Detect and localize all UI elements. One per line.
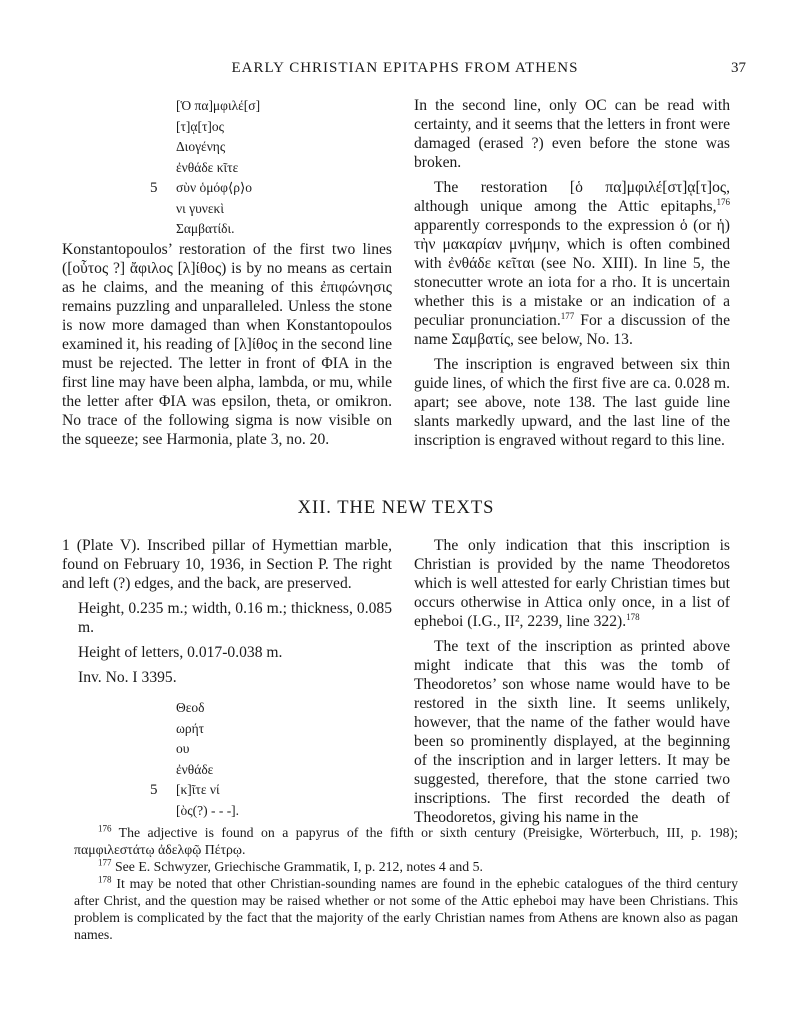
paragraph: The inscription is engraved between six thin guide lines, of which the first five are ca. 0.028 m. apart; see above, note 138. The last guide line slants markedly upward, and the last line of the inscription is engraved without regard to this line. xyxy=(414,356,730,449)
inscription-line: Διογένης xyxy=(176,139,226,154)
section-title: XII. THE NEW TEXTS xyxy=(297,498,495,518)
inscription-line: ωρήτ xyxy=(176,720,205,736)
entry-inventory: Inv. No. I 3395. xyxy=(78,669,177,686)
footnote-ref[interactable]: 178 xyxy=(626,611,640,622)
inscription-line: ἐνθάδε xyxy=(176,761,214,777)
commentary-right xyxy=(414,96,730,456)
paragraph: The text of the inscription as printed above might indicate that this was the tomb of Theodoretos’ son whose name would have to be restored in the sixth line. It seems unlikely, however, that the name of the father would have been so prominently displayed, at the beginning of the inscription and in larger letters. It may be suggested, therefore, that the stone carried two inscriptions. The first recorded the death of Theodoretos, giving his name in the xyxy=(414,638,730,826)
paragraph: Konstantopoulos’ restoration of the first two lines ([οὗτος ?] ἄφιλος [λ]ίθος) is by no means as certain as he claims, and the meaning of this ἐπιφώνησις remains puzzling and unparalleled. Unless the stone is now more damaged than when Konstantopoulos examined it, his reading of [λ]ίθος in the second line must be rejected. The letter in front of ΦΙΑ in the first line may have been alpha, lambda, or mu, while the letter after ΦΙΑ was epsilon, theta, or omikron. No trace of the following sigma is now visible on the squeeze; see Harmonia, plate 3, no. 20. xyxy=(62,241,392,448)
inscription-line: νι γυνεκὶ xyxy=(176,200,224,216)
footnote: $^{176}$ The adjective is found on a papyrus of the fifth or sixth century (Preisigke, Wörterbuch, III, p. 198); παμφιλεστάτῳ ἀδελφῷ Πέτρῳ. xyxy=(74,823,738,857)
footnote: $^{178}$ It may be noted that other Christian-sounding names are found in the ephebic catalogues of the third century after Christ, and the question may be raised whether or not some of the Attic epheboi may have been Christians. This problem is complicated by the fact that the majority of the early Christian names from Athens are known also as pagan names. xyxy=(74,874,738,942)
inscription-line: 5 [κ]ῖτε νί xyxy=(150,782,220,798)
entry-letter-height: Height of letters, 0.017-0.038 m. xyxy=(78,644,283,661)
entry-intro: 1 (Plate V). Inscribed pillar of Hymettian marble, found on February 10, 1936, in Section P. The right and left (?) edges, and the back, are preserved. xyxy=(62,537,392,592)
inscription-line: [ὸς(?) - - -]. xyxy=(176,802,240,818)
page-number: 37 xyxy=(731,60,746,76)
inscription-line: [τ]ᾳ[τ]ος xyxy=(176,118,225,134)
inscription-line: 5 σὺν ὁμόφ⟨ρ⟩ο xyxy=(150,180,252,196)
inscription-line: [Ὁ πα]μφιλέ[σ] xyxy=(176,98,261,113)
inscription-line: ου xyxy=(176,741,190,756)
inscription-line: Σαμβατίδι. xyxy=(176,221,235,236)
entry-commentary xyxy=(414,536,730,833)
paragraph: The restoration [ὁ πα]μφιλέ[στ]ᾳ[τ]ος, although unique among the Attic epitaphs,$^{176}$ apparently corresponds to the expression ὁ (or ἡ) τὴν μακαρίαν μνήμην, which is often combined with ἐνθάδε κεῖται (see No. XIII). In line 5, the stonecutter wrote an iota for a rho. It is uncertain whether this is a mistake or an indication of a peculiar pronunciation.$^{177}$ For a discussion of the name Σαμβατίς, see below, No. 13. xyxy=(414,179,730,348)
inscription-block-1 xyxy=(150,96,376,240)
footnote-ref[interactable]: 177 xyxy=(560,310,575,321)
inscription-block-2 xyxy=(150,698,376,821)
entry-dimensions: Height, 0.235 m.; width, 0.16 m.; thickness, 0.085 m. xyxy=(78,600,392,636)
commentary-left xyxy=(62,240,392,455)
inscription-line: Θεοδ xyxy=(176,700,205,715)
paragraph: In the second line, only OC can be read with certainty, and it seems that the letters in front were damaged (erased ?) even before the stone was broken. xyxy=(414,97,730,171)
paragraph: The only indication that this inscription is Christian is provided by the name Theodoretos which is well attested for early Christian times but occurs otherwise in Attica only once, in a list of epheboi (I.G., II², 2239, line 322).$^{178}$ xyxy=(414,537,730,630)
footnotes xyxy=(74,824,738,943)
inscription-line: ἐνθάδε κῖτε xyxy=(176,159,239,175)
footnote: $^{177}$ See E. Schwyzer, Griechische Grammatik, I, p. 212, notes 4 and 5. xyxy=(98,857,483,874)
footnote-ref[interactable]: 176 xyxy=(716,196,730,207)
running-head: EARLY CHRISTIAN EPITAPHS FROM ATHENS xyxy=(231,60,579,76)
entry-description xyxy=(62,536,392,693)
